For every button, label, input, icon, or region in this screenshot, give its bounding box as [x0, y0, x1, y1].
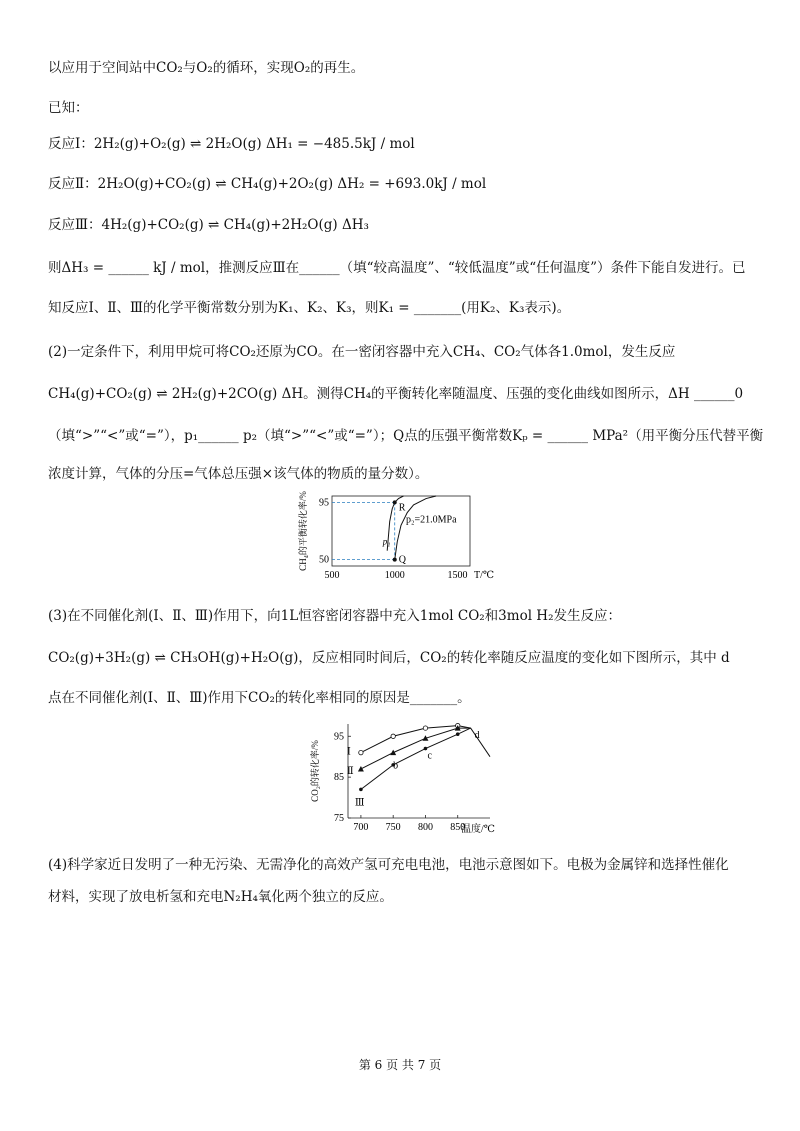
- ch4-conversion-chart: [280, 488, 495, 592]
- chart2-series-label-3: Ⅲ: [354, 797, 365, 809]
- reaction-3: 反应Ⅲ：4H₂(g)+CO₂(g) ⇌ CH₄(g)+2H₂O(g) ΔH₃: [48, 217, 369, 233]
- co2-conversion-chart: [300, 718, 520, 842]
- chart2-y-axis-label: CO₂的转化率/%: [310, 740, 320, 802]
- chart2-x-tick-label: 750: [385, 822, 401, 833]
- chart2-marker-triangle: [358, 766, 364, 772]
- question-3-line-2: CO₂(g)+3H₂(g) ⇌ CH₃OH(g)+H₂O(g)，反应相同时间后，CO₂的转化率随反应温度的变化如下图所示，其中 d: [48, 650, 730, 666]
- chart1-x-tick-label: 1000: [384, 570, 405, 581]
- chart2-marker-circle: [359, 750, 363, 754]
- chart1-x-axis-label: T/℃: [474, 570, 495, 581]
- chart2-point-label-d: d: [474, 730, 480, 742]
- question-3-line-1: (3)在不同催化剂(Ⅰ、Ⅱ、Ⅲ)作用下，向1L恒容密闭容器中充入1mol CO₂和3mol H₂发生反应：: [48, 608, 621, 624]
- text-line-2: 已知：: [48, 100, 89, 116]
- question-2-line-3: （填“>”“<”或“=”），p₁______ p₂（填“>”“<”或“=”）；Q点的压强平衡常数Kₚ = ______ MPa²（用平衡分压代替平衡: [48, 428, 764, 444]
- chart2-x-tick-label: 850: [450, 822, 466, 833]
- chart1-series-label-p2: p₂=21.0MPa: [406, 514, 457, 526]
- question-2-line-4: 浓度计算，气体的分压=气体总压强×该气体的物质的量分数）。: [48, 466, 429, 482]
- chart2-marker-dot: [456, 732, 460, 736]
- chart2-point-label-b: b: [393, 760, 399, 772]
- chart1-point-label-R: R: [398, 502, 406, 514]
- chart1-series-label-p1: p₁: [382, 536, 391, 547]
- chart1-point-Q: [393, 558, 397, 562]
- chart1-x-tick-label: 1500: [447, 570, 468, 581]
- chart2-marker-dot: [359, 788, 363, 792]
- text-line-7: 知反应Ⅰ、Ⅱ、Ⅲ的化学平衡常数分别为K₁、K₂、K₃，则K₁ = _______(用K₂、K₃表示)。: [48, 300, 571, 316]
- text-line-1: 以应用于空间站中CO₂与O₂的循环，实现O₂的再生。: [48, 60, 365, 76]
- chart1-group: [297, 491, 494, 581]
- chart1-point-label-Q: Q: [398, 554, 406, 566]
- chart1-x-tick-label: 500: [324, 570, 340, 581]
- chart1-y-tick-label: 50: [319, 554, 329, 566]
- chart2-marker-circle: [391, 734, 395, 738]
- question-3-line-3: 点在不同催化剂(Ⅰ、Ⅱ、Ⅲ)作用下CO₂的转化率相同的原因是_______。: [48, 690, 471, 706]
- chart2-x-tick-label: 700: [353, 822, 369, 833]
- chart2-group: [309, 723, 495, 835]
- text-line-6: 则ΔH₃ = ______ kJ / mol，推测反应Ⅲ在______（填“较高温度”、“较低温度”或“任何温度”）条件下能自发进行。已: [48, 260, 746, 276]
- chart2-series-line-3: [361, 728, 471, 789]
- chart2-point-label-c: c: [427, 750, 432, 762]
- reaction-2: 反应Ⅱ：2H₂O(g)+CO₂(g) ⇌ CH₄(g)+2O₂(g) ΔH₂ = +693.0kJ / mol: [48, 176, 487, 192]
- page-footer: 第 6 页 共 7 页: [358, 1058, 442, 1072]
- chart2-marker-triangle: [390, 750, 396, 756]
- chart2-x-tick-label: 800: [417, 822, 433, 833]
- reaction-1: 反应Ⅰ：2H₂(g)+O₂(g) ⇌ 2H₂O(g) ΔH₁ = −485.5kJ / mol: [48, 136, 415, 152]
- question-2-line-2: CH₄(g)+CO₂(g) ⇌ 2H₂(g)+2CO(g) ΔH。测得CH₄的平衡转化率随温度、压强的变化曲线如图所示，ΔH ______0: [48, 386, 744, 402]
- chart2-series-label-2: Ⅱ: [346, 765, 354, 777]
- chart2-y-tick-label: 75: [334, 813, 344, 824]
- question-4-line-2: 材料，实现了放电析氢和充电N₂H₄氧化两个独立的反应。: [48, 889, 393, 905]
- chart2-series-line-2: [361, 728, 471, 769]
- chart2-y-tick-label: 95: [334, 731, 344, 743]
- question-4-line-1: (4)科学家近日发明了一种无污染、无需净化的高效产氢可充电电池，电池示意图如下。电极为金属锌和选择性催化: [48, 857, 729, 873]
- chart2-series-label-1: Ⅰ: [346, 746, 351, 758]
- chart1-y-axis-label: CH₄的平衡转化率/%: [298, 491, 308, 571]
- chart2-x-axis-label: 温度/℃: [460, 824, 495, 835]
- question-2-line-1: (2)一定条件下，利用甲烷可将CO₂还原为CO。在一密闭容器中充入CH₄、CO₂气体各1.0mol，发生反应: [48, 344, 676, 360]
- chart1-y-tick-label: 95: [319, 497, 329, 509]
- chart1-point-R: [393, 500, 397, 504]
- chart2-y-tick-label: 85: [334, 772, 344, 784]
- chart2-marker-circle: [423, 726, 427, 730]
